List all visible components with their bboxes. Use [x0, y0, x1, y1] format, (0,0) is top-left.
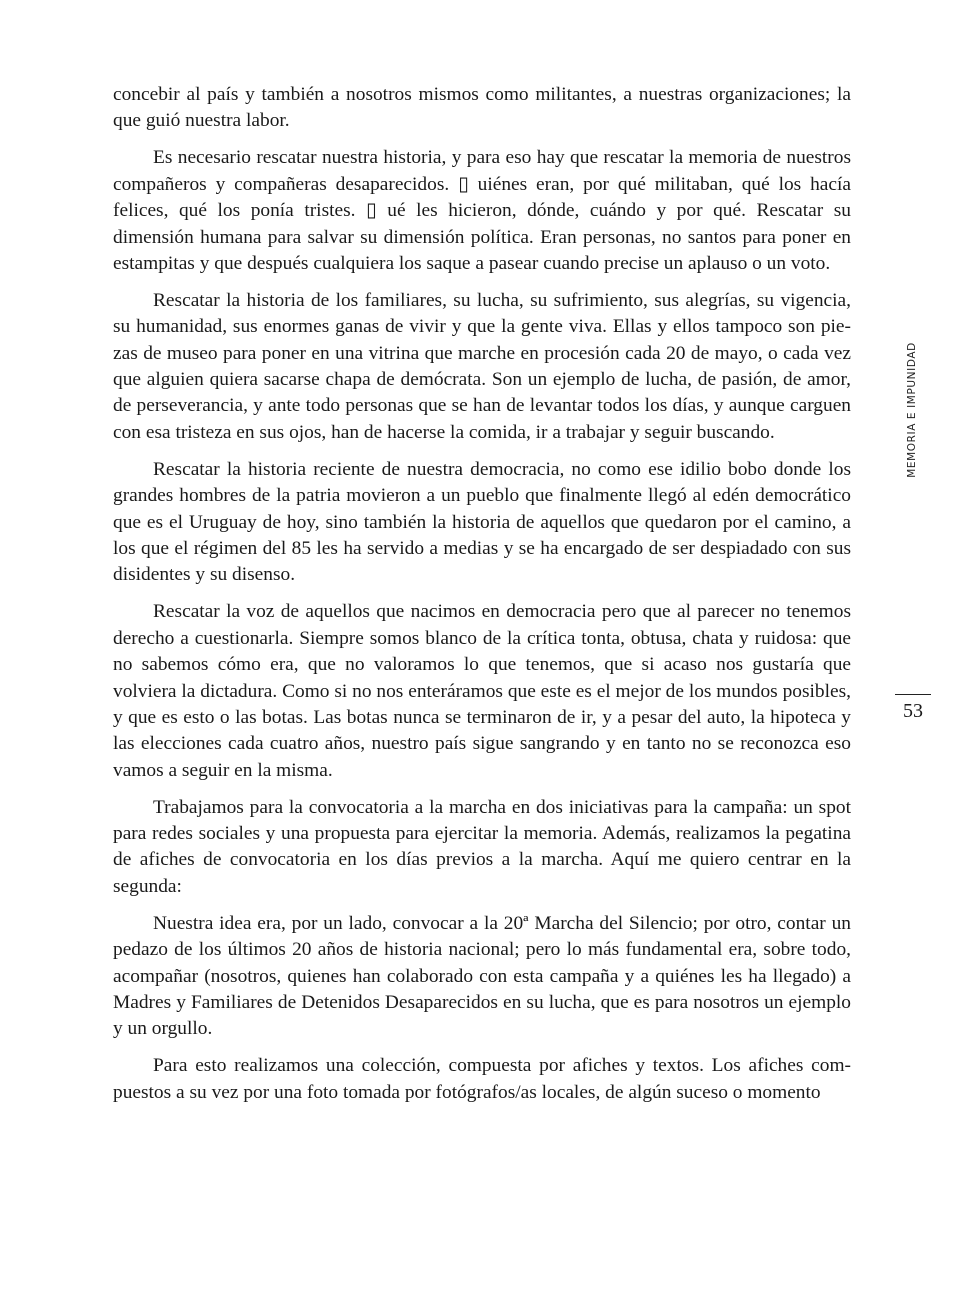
folio-rule — [895, 694, 931, 695]
running-head: MEMORIA E IMPUNIDAD — [906, 342, 918, 478]
paragraph: Para esto realizamos una colección, compuesta por afiches y textos. Los afiches compuestos a su vez por una foto tomada por fotógrafos/as locales, de algún suceso o momento — [113, 1055, 851, 1103]
page-number: 53 — [903, 700, 923, 722]
paragraph-continuation: concebir al país y también a nosotros mismos como militantes, a nuestras organizaciones; la que guió nuestra labor. — [113, 84, 851, 132]
paragraph: Nuestra idea era, por un lado, convocar a la 20ª Marcha del Silencio; por otro, contar un pedazo de los últimos 20 años de historia nacional; pero lo más fundamental era, sobre todo, acompañar (nosotros, quienes han colaborado con esta campaña y a quiénes les ha llegado) a Madres y Familiares de Detenidos Desaparecidos en su lucha, que es para nosotros un ejemplo y un orgullo. — [113, 912, 851, 1040]
paragraph: Rescatar la historia reciente de nuestra democracia, no como ese idilio bobo donde los grandes hombres de la patria movieron a un pueblo que finalmente llegó al edén democrático que es el Uruguay de hoy, sino también la historia de aquellos que quedaron por el camino, a los que el régimen del 85 les ha servido a medias y se ha encargado de ser despiadado con sus disidentes y su disenso. — [113, 458, 851, 586]
paragraph: Trabajamos para la convocatoria a la marcha en dos iniciativas para la campaña: un spot para redes sociales y una propuesta para ejercitar la memoria. Además, realizamos la pegatina de afiches de convocatoria en los días previos a la marcha. Aquí me quiero centrar en la segunda: — [113, 796, 851, 897]
paragraph: Es necesario rescatar nuestra historia, y para eso hay que rescatar la memoria de nuestros compañeros y compañeras desaparecidos. ▯ uiénes eran, por qué militaban, qué los hacía felices, qué los ponía tristes. ▯ ué les hicieron, dónde, cuándo y por qué. Rescatar su dimensión humana para salvar su dimensión política. Eran personas, no santos para poner en estampitas y que después cualquiera los saque a pasear cuando precise un aplauso o un voto. — [113, 147, 851, 274]
body-text — [113, 82, 851, 1117]
paragraph: Rescatar la historia de los familiares, su lucha, su sufrimiento, sus alegrías, su vigencia, su humanidad, sus enormes ganas de vivir y que la gente viva. Ellas y ellos tampoco son piezas de museo para poner en una vitrina que marche en procesión cada 20 de mayo, o cada vez que alguien quiera sacarse chapa de demócrata. Son un ejemplo de lucha, de pasión, de amor, de perseverancia, y ante todo personas que se han de levantar todos los días, y aunque carguen con esa tristeza en sus ojos, han de hacerse la comida, ir a trabajar y seguir buscando. — [113, 289, 851, 443]
paragraph: Rescatar la voz de aquellos que nacimos en democracia pero que al parecer no tenemos derecho a cuestionarla. Siempre somos blanco de la crítica tonta, obtusa, chata y ruidosa: que no sabemos cómo era, que no valoramos lo que tenemos, que si acaso nos gustaría que volviera la dictadura. Como si no nos enteráramos que este es el mejor de los mundos posibles, y que es esto o las botas. Las botas nunca se terminaron de ir, y a pesar del auto, la hipoteca y las elecciones cada cuatro años, nuestro país sigue sangrando y en tanto no se reconozca eso vamos a seguir en la misma. — [113, 601, 851, 781]
